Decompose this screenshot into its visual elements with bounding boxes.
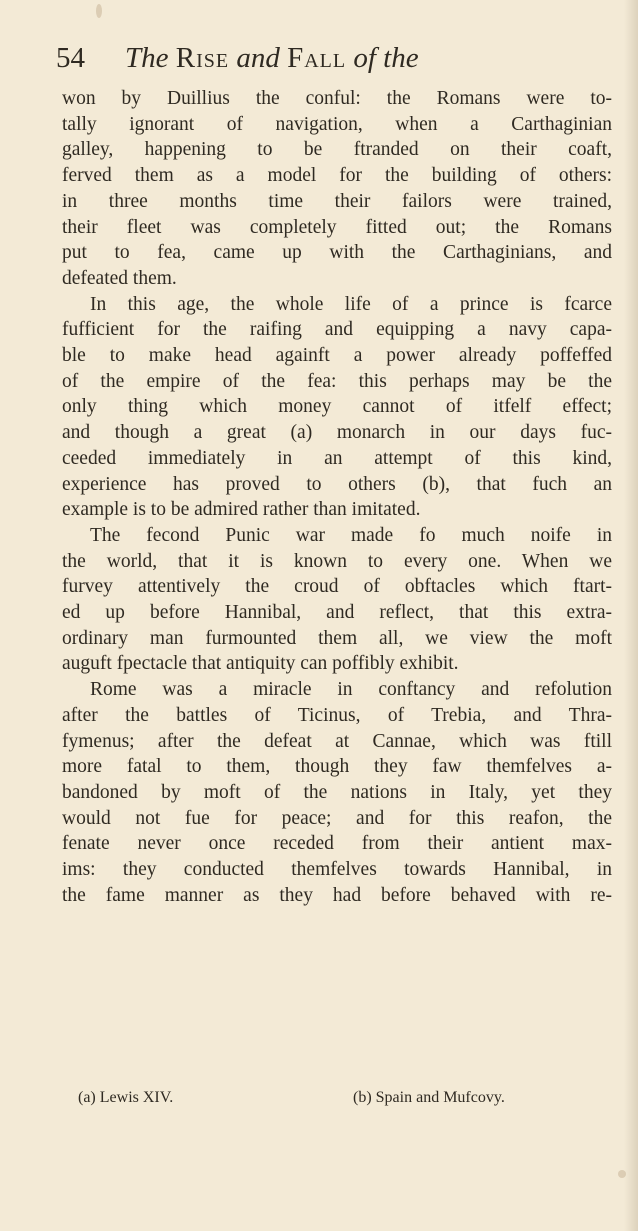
text-line: fufficient for the raifing and equipping a navy capa- [62, 319, 612, 341]
text-line: more fatal to them, though they faw themfelves a- [62, 756, 612, 778]
text-line: In this age, the whole life of a prince is fcarce [90, 293, 612, 315]
text-line: of the empire of the fea: this perhaps may be the [62, 370, 612, 392]
text-line: ceeded immediately in an attempt of this kind, [62, 447, 612, 469]
footnote-a: (a) Lewis XIV. [78, 1089, 174, 1106]
header-word-fall: Fall [287, 42, 347, 74]
text-line: furvey attentively the croud of obftacles which ftart- [62, 576, 612, 598]
footnote-b: (b) Spain and Mufcovy. [353, 1089, 505, 1106]
text-line: the world, that it is known to every one. When we [62, 550, 612, 572]
text-line: their fleet was completely fitted out; the Romans [62, 216, 612, 238]
paper-blemish [96, 4, 102, 18]
text-line: and though a great (a) monarch in our days fuc- [62, 422, 612, 444]
text-line: ims: they conducted themfelves towards Hannibal, in [62, 859, 612, 881]
text-line: would not fue for peace; and for this reafon, the [62, 807, 612, 829]
body-text [62, 86, 612, 909]
header-word-of-the: of the [353, 42, 419, 74]
text-line: ble to make head againft a power already poffeffed [62, 345, 612, 367]
text-line: experience has proved to others (b), that fuch an [62, 473, 612, 495]
text-line: fymenus; after the defeat at Cannae, which was ftill [62, 730, 612, 752]
text-line: auguft fpectacle that antiquity can poffibly exhibit. [62, 653, 459, 675]
header-word-rise: Rise [175, 42, 230, 74]
text-line: The fecond Punic war made fo much noife in [90, 524, 612, 546]
text-line: ordinary man furmounted them all, we view the moft [62, 627, 612, 649]
text-line: won by Duillius the conful: the Romans were to- [62, 88, 612, 109]
page-edge-shadow [624, 0, 638, 1231]
header-word-the: The [125, 42, 169, 74]
text-line: bandoned by moft of the nations in Italy, yet they [62, 781, 612, 803]
text-line: only thing which money cannot of itfelf effect; [62, 396, 612, 418]
header-word-and: and [236, 42, 280, 74]
page-number: 54 [56, 42, 85, 74]
text-line: Rome was a miracle in conftancy and refolution [90, 679, 612, 701]
text-line: galley, happening to be ftranded on their coaft, [62, 139, 612, 161]
text-line: example is to be admired rather than imitated. [62, 499, 421, 521]
text-line: the fame manner as they had before behaved with re- [62, 884, 612, 906]
paragraph-2 [62, 292, 612, 523]
text-line: tally ignorant of navigation, when a Carthaginian [62, 113, 612, 135]
text-line: after the battles of Ticinus, of Trebia, and Thra- [62, 704, 612, 726]
text-line: ferved them as a model for the building of others: [62, 165, 612, 187]
text-line: put to fea, came up with the Carthaginians, and [62, 242, 612, 264]
running-header [56, 38, 596, 78]
paper-blemish [618, 1170, 626, 1178]
text-line: defeated them. [62, 267, 177, 289]
paragraph-1 [62, 86, 612, 292]
paragraph-4 [62, 677, 612, 908]
text-line: in three months time their failors were trained, [62, 190, 612, 212]
footnotes [78, 1087, 598, 1109]
text-line: ed up before Hannibal, and reflect, that this extra- [62, 602, 612, 624]
text-line: fenate never once receded from their antient max- [62, 833, 612, 855]
paragraph-3 [62, 523, 612, 677]
